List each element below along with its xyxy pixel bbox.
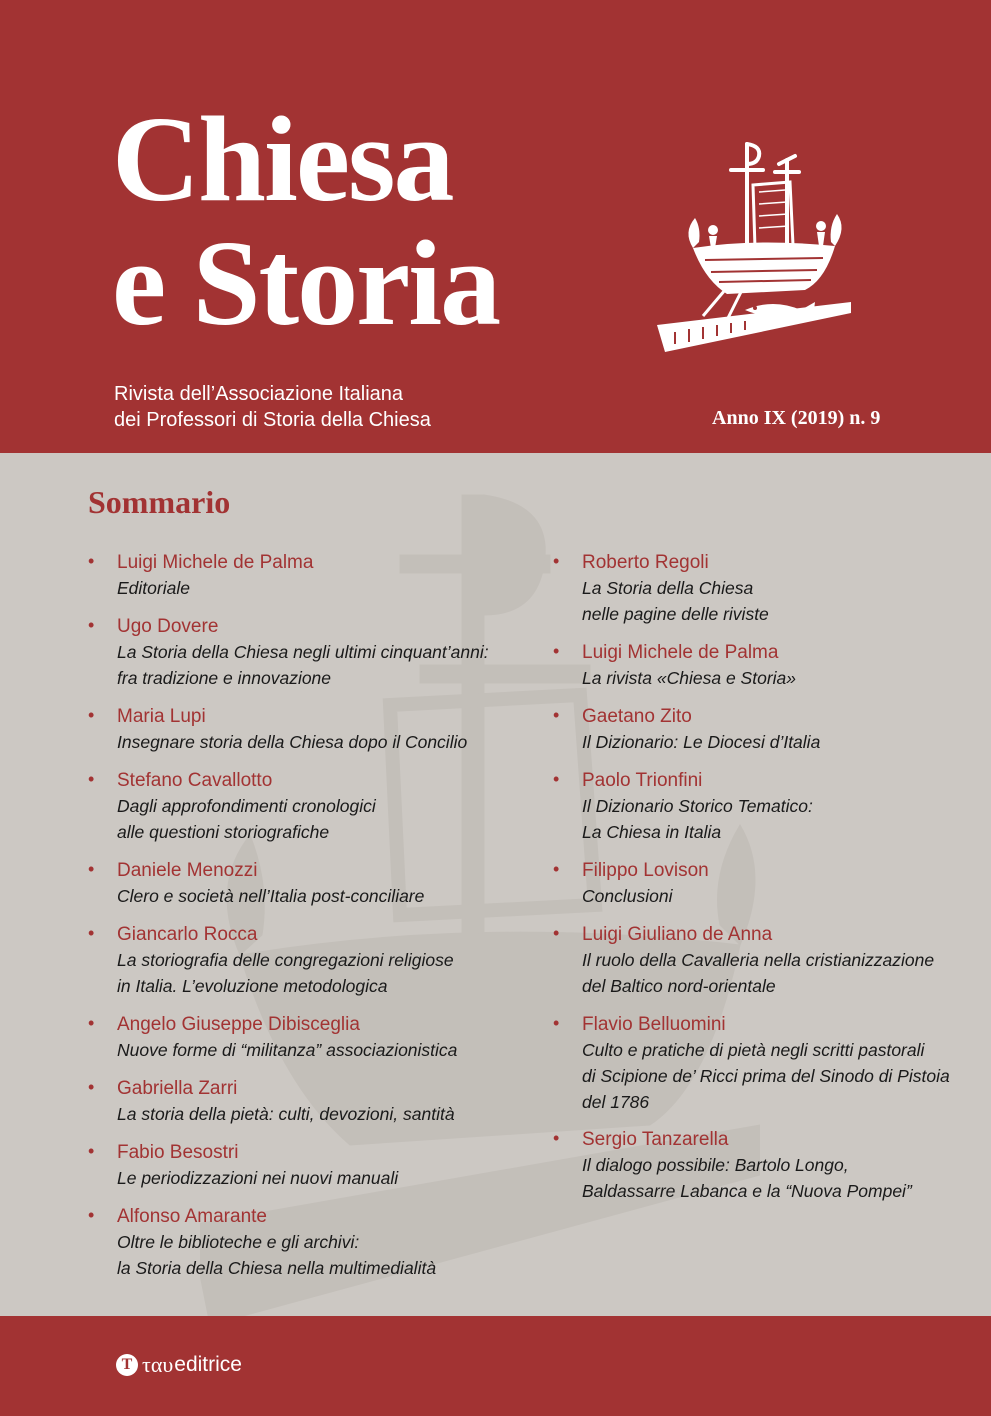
subtitle-line2: dei Professori di Storia della Chiesa xyxy=(114,409,431,431)
entry-title-line: in Italia. L’evoluzione metodologica xyxy=(117,976,388,996)
entry-title-line: La Storia della Chiesa negli ultimi cinquant’anni: xyxy=(117,642,489,662)
entry-author: Flavio Belluomini xyxy=(582,1014,726,1035)
bullet: • xyxy=(553,551,560,571)
entry-title-line: Il Dizionario: Le Diocesi d’Italia xyxy=(582,732,821,752)
entry-title xyxy=(117,639,489,691)
journal-title xyxy=(112,92,500,351)
cover-header xyxy=(0,0,991,453)
entry-title-line: La rivista «Chiesa e Storia» xyxy=(582,668,796,688)
entry-title xyxy=(117,575,190,601)
publisher-logo xyxy=(116,1352,242,1378)
entry-author: Roberto Regoli xyxy=(582,552,709,573)
entry-author: Maria Lupi xyxy=(117,706,206,727)
bullet: • xyxy=(553,1013,560,1033)
bullet: • xyxy=(88,769,95,789)
entry-title xyxy=(117,793,376,845)
entry-title xyxy=(117,1037,457,1063)
bullet: • xyxy=(88,1205,95,1225)
entry-author: Fabio Besostri xyxy=(117,1142,239,1163)
entry-title xyxy=(582,1152,912,1204)
entry-author: Luigi Michele de Palma xyxy=(582,642,779,663)
journal-title-line2: e Storia xyxy=(112,216,500,351)
entry-title-line: di Scipione de’ Ricci prima del Sinodo di Pistoia xyxy=(582,1066,950,1086)
entry-author: Luigi Michele de Palma xyxy=(117,552,314,573)
bullet: • xyxy=(88,705,95,725)
entry-title xyxy=(117,883,424,909)
bullet: • xyxy=(553,641,560,661)
ship-with-chi-rho-logo xyxy=(655,130,860,355)
entry-title xyxy=(117,1229,436,1281)
bullet: • xyxy=(88,859,95,879)
entry-author: Giancarlo Rocca xyxy=(117,924,258,945)
entry-title-line: La Storia della Chiesa xyxy=(582,578,754,598)
entry-title-line: Dagli approfondimenti cronologici xyxy=(117,796,376,816)
bullet: • xyxy=(88,1077,95,1097)
entry-title-line: Il Dizionario Storico Tematico: xyxy=(582,796,813,816)
publisher-mark-icon: T xyxy=(116,1354,138,1376)
entry-author: Alfonso Amarante xyxy=(117,1206,267,1227)
entry-title-line: Insegnare storia della Chiesa dopo il Concilio xyxy=(117,732,468,752)
entry-author: Ugo Dovere xyxy=(117,616,219,637)
entry-title xyxy=(117,1101,455,1127)
entry-title-line: Clero e società nell’Italia post-conciliare xyxy=(117,886,425,906)
entry-title-line: Il ruolo della Cavalleria nella cristianizzazione xyxy=(582,950,935,970)
bullet: • xyxy=(88,1141,95,1161)
bullet: • xyxy=(553,705,560,725)
entry-title xyxy=(582,1037,950,1115)
entry-author: Sergio Tanzarella xyxy=(582,1129,729,1150)
entry-title xyxy=(582,883,672,909)
entry-title-line: La storia della pietà: culti, devozioni, santità xyxy=(117,1104,455,1124)
entry-title-line: Le periodizzazioni nei nuovi manuali xyxy=(117,1168,399,1188)
bullet: • xyxy=(88,1013,95,1033)
entry-title xyxy=(582,665,796,691)
cover-footer xyxy=(0,1316,991,1416)
entry-title xyxy=(117,947,454,999)
entry-title-line: del 1786 xyxy=(582,1092,650,1112)
issue-number: Anno IX (2019) n. 9 xyxy=(712,407,881,429)
entry-author: Filippo Lovison xyxy=(582,860,709,881)
entry-author: Angelo Giuseppe Dibisceglia xyxy=(117,1014,360,1035)
entry-title-line: fra tradizione e innovazione xyxy=(117,668,332,688)
bullet: • xyxy=(88,551,95,571)
entry-title xyxy=(582,575,769,627)
bullet: • xyxy=(553,1128,560,1148)
entry-title-line: La storiografia delle congregazioni religiose xyxy=(117,950,454,970)
entry-title-line: Oltre le biblioteche e gli archivi: xyxy=(117,1232,360,1252)
bullet: • xyxy=(553,859,560,879)
bullet: • xyxy=(88,923,95,943)
entry-title-line: Conclusioni xyxy=(582,886,673,906)
entry-title-line: la Storia della Chiesa nella multimedialità xyxy=(117,1258,437,1278)
entry-title-line: Baldassarre Labanca e la “Nuova Pompei” xyxy=(582,1181,912,1201)
entry-title xyxy=(582,947,934,999)
entry-title-line: La Chiesa in Italia xyxy=(582,822,722,842)
entry-title-line: alle questioni storiografiche xyxy=(117,822,330,842)
journal-subtitle xyxy=(114,381,431,433)
entry-author: Gabriella Zarri xyxy=(117,1078,238,1099)
entry-title-line: Il dialogo possibile: Bartolo Longo, xyxy=(582,1155,849,1175)
bullet: • xyxy=(553,769,560,789)
entry-author: Daniele Menozzi xyxy=(117,860,258,881)
entry-title-line: Nuove forme di “militanza” associazionistica xyxy=(117,1040,458,1060)
entry-author: Luigi Giuliano de Anna xyxy=(582,924,773,945)
entry-title-line: Editoriale xyxy=(117,578,190,598)
entry-title xyxy=(582,729,820,755)
publisher-greek: ταυ xyxy=(142,1352,174,1377)
subtitle-line1: Rivista dell’Associazione Italiana xyxy=(114,383,404,405)
bullet: • xyxy=(553,923,560,943)
journal-title-line1: Chiesa xyxy=(112,92,453,227)
entry-title xyxy=(117,729,467,755)
entry-title xyxy=(582,793,813,845)
entry-title xyxy=(117,1165,398,1191)
entry-author: Gaetano Zito xyxy=(582,706,692,727)
entry-author: Paolo Trionfini xyxy=(582,770,703,791)
entry-title-line: Culto e pratiche di pietà negli scritti pastorali xyxy=(582,1040,925,1060)
entry-title-line: nelle pagine delle riviste xyxy=(582,604,769,624)
entry-author: Stefano Cavallotto xyxy=(117,770,273,791)
contents-heading: Sommario xyxy=(88,484,231,520)
bullet: • xyxy=(88,615,95,635)
publisher-name: editrice xyxy=(174,1353,242,1376)
entry-title-line: del Baltico nord-orientale xyxy=(582,976,776,996)
